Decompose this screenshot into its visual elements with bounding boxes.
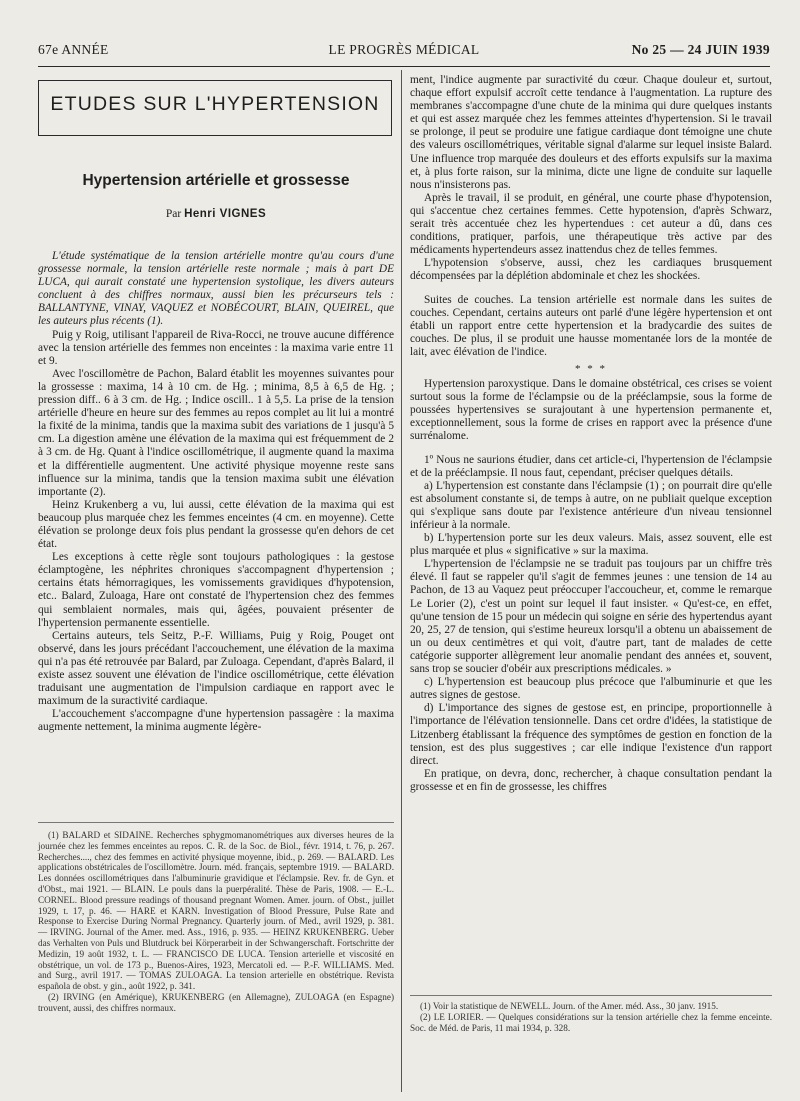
paragraph: d) L'importance des signes de gestose est, en principe, proportionnelle à l'importance de l'élévation tensionnelle. Dans cet ordre d'idées, la statistique de Litzenberg établissant la fréquence des symptômes de gestion en fonction de la tension, est des plus suggestives ; car elle indique l'existence d'un rapport direct.	[410, 702, 772, 767]
section-separator: * * *	[575, 362, 607, 375]
issue-date: No 25 — 24 JUIN 1939	[631, 42, 770, 57]
article-byline	[38, 208, 394, 221]
paragraph: Puig y Roig, utilisant l'appareil de Riva-Rocci, ne trouve aucune différence avec la tension artérielle des femmes non enceintes : la maxima varie entre 11 et 9.	[38, 328, 394, 367]
right-footnotes	[410, 1001, 772, 1033]
header-rule	[38, 66, 770, 67]
article-title: Hypertension artérielle et grossesse	[82, 172, 350, 189]
paragraph: ment, l'indice augmente par suractivité du cœur. Chaque douleur et, surtout, chaque effort expulsif accroît cette tendance à l'augmentation. La rupture des membranes s'accompagne d'une chute de la minima qui dure quelques instants et qui est assez marquée chez les femmes atteintes d'hypertension. Si le travail se prolonge, il peut se produire une fatigue cardiaque dont témoigne une chute des valeurs oscillométriques, véritable signal d'alarme sur lequel insiste Balard. Une influence trop marquée des douleurs et des efforts expulsifs sur la maxima et, à plus forte raison, sur la minima, dicte une ligne de conduite sur laquelle nous n'insisterons pas.	[410, 74, 772, 191]
left-body	[38, 250, 394, 734]
left-footnotes	[38, 830, 394, 1014]
journal-name: LE PROGRÈS MÉDICAL	[328, 42, 480, 57]
footnote: (2) LE LORIER. — Quelques considérations sur la tension artérielle chez la femme enceinte. Soc. de Méd. de Paris, 11 mai 1934, p. 328.	[410, 1011, 772, 1033]
left-column	[38, 70, 394, 1092]
series-title: ETUDES SUR L'HYPERTENSION	[50, 93, 380, 115]
footnote-rule	[38, 822, 394, 823]
running-header	[38, 42, 770, 62]
paragraph: Avec l'oscillomètre de Pachon, Balard établit les moyennes suivantes pour la grossesse : maxima, 14 à 10 cm. de Hg. ; minima, 8,5 à 6,5 de Hg. ; pression diff.. 6 à 3 cm. de Hg. ; Indice oscill.. 1 à 5,5. La prise de la tension artérielle d'heure en heure sur des femmes au repos complet au lit lui a montré la fixité de la minima, tandis que la maxima subit des variations de 1 jusqu'à 5 cm. La digestion amène une élévation de la maxima qui est fréquemment de 2 à 3 cm. de Hg. Quant à l'indice oscillométrique, il augmente quand la maxima et la différentielle augmentent. Une activité physique moyenne reste sans influence sur la minima, tandis que la tension maxima subit une élévation importante (2).	[38, 367, 394, 498]
paragraph: L'accouchement s'accompagne d'une hypertension passagère : la maxima augmente nettement, la minima augmente légère-	[38, 708, 394, 734]
author-prefix: Par	[165, 208, 182, 220]
paragraph: L'étude systématique de la tension artérielle montre qu'au cours d'une grossesse normale, la tension artérielle reste normale ; mais à part DE LUCA, qui aurait constaté une hypertension systolique, les divers auteurs concluent à des chiffres normaux, aussi bien les précurseurs tels : BALLANTYNE, VINAY, VAQUEZ et NOBÉCOURT, BLAIN, QUEIREL, que les auteurs plus récents (1).	[38, 250, 394, 328]
paragraph: Hypertension paroxystique. Dans le domaine obstétrical, ces crises se voient surtout sous la forme de l'éclampsie ou de la prééclampsie, sous la forme de poussées hypertensives se surajoutant à une hypertension permanente et, exceptionnellement, sous la forme de crises en rapport avec la présence d'une surrénalome.	[410, 378, 772, 443]
right-column	[410, 70, 772, 1092]
paragraph: Certains auteurs, tels Seitz, P.-F. Williams, Puig y Roig, Pouget ont observé, dans les jours précédant l'accouchement, une élévation de la maxima qui n'a pas été retrouvée par Balard, par Zuloaga. Cependant, d'après Balard, il existe assez souvent une élévation de l'indice oscillométrique, cette élévation traduisant une augmentation de l'impulsion cardiaque en rapport avec le maximum de la suractivité cardiaque.	[38, 629, 394, 708]
paragraph: Les exceptions à cette règle sont toujours pathologiques : la gestose éclamptogène, les néphrites chroniques s'accompagnent d'hypertension ; certains états hémorragiques, les vomissements gravidiques d'hypotension, etc.. Balard, Zuloaga, Hare ont constaté de l'hypertension chez des femmes qui semblaient normales, mais qui, âgées, pouvaient présenter de l'hypertension permanente essentielle.	[38, 551, 394, 629]
paragraph: b) L'hypertension porte sur les deux valeurs. Mais, assez souvent, elle est plus marquée et plus « significative » sur la maxima.	[410, 532, 772, 558]
footnote-rule	[410, 995, 772, 996]
right-body	[410, 74, 772, 794]
paragraph: Après le travail, il se produit, en général, une courte phase d'hypotension, qui s'accentue chez certaines femmes. Cette hypotension, d'après Schwarz, serait très accentuée chez les hypertendues : cet auteur a dû, dans ces conditions, pratiquer, parfois, une thérapeutique très active par des médicaments hypertendeurs assez inattendus chez de telles femmes.	[410, 191, 772, 257]
author-name: Henri VIGNES	[184, 208, 267, 220]
paragraph: c) L'hypertension est beaucoup plus précoce que l'albuminurie et que les autres signes de gestose.	[410, 676, 772, 702]
volume-year: 67e ANNÉE	[38, 42, 109, 57]
paragraph: L'hypotension s'observe, aussi, chez les cardiaques brusquement décompensées par la déplétion abdominale et chez les shockées.	[410, 257, 772, 283]
paragraph: L'hypertension de l'éclampsie ne se traduit pas toujours par un chiffre très élevé. Il faut se rappeler qu'il s'agit de femmes jeunes : une tension de 14 au Pachon, de 13 au Vaquez peut préoccuper l'accoucheur, et, comme le remarque Le Lorier (2), c'est un point sur lequel il faut insister. « Qu'est-ce, en effet, qu'une tension de 15 pour un médecin qui soigne en série des hypertendus ayant 20, 25, 27 de tension, qui s'estime heureux lorsqu'il a obtenu un abaissement de un ou deux centimètres et qui voit, d'autre part, tant de malades de cette catégorie supporter allègrement leur anomalie pendant des années et, souvent, sans trop se soucier d'obéir aux prescriptions médicales. »	[410, 558, 772, 676]
footnote: (2) IRVING (en Amérique), KRUKENBERG (en Allemagne), ZULOAGA (en Espagne) trouvent, aussi, des chiffres normaux.	[38, 991, 394, 1013]
paragraph: Suites de couches. La tension artérielle est normale dans les suites de couches. Cependant, certains auteurs ont parlé d'une légère hypertension et ont établi un rapport entre cette hypertension et la bradycardie des suites de couches. De plus, il se produit une hausse momentanée lors de la montée de lait, avec élévation de l'indice.	[410, 293, 772, 358]
column-divider	[401, 70, 402, 1092]
paragraph: En pratique, on devra, donc, rechercher, à chaque consultation pendant la grossesse et en fin de grossesse, les chiffres	[410, 767, 772, 793]
paragraph: Heinz Krukenberg a vu, lui aussi, cette élévation de la maxima qui est beaucoup plus marquée chez les femmes enceintes (4 cm. en moyenne). Cette élévation se prolonge deux fois plus pendant la grossesse qu'en dehors de cet état.	[38, 498, 394, 551]
paragraph: a) L'hypertension est constante dans l'éclampsie (1) ; on pourrait dire qu'elle est absolument constante si, de temps à autre, on ne publiait quelque exception qui s'explique sans doute par l'existence antérieure d'un niveau tensionnel inférieur à la normale.	[410, 479, 772, 531]
footnote: (1) BALARD et SIDAINE. Recherches sphygmomanométriques aux diverses heures de la journée chez les femmes enceintes au repos. C. R. de la Soc. de Biol., févr. 1914, t. 76, p. 267. Recherches...., chez des femmes en activité physique moyenne, ibid., p. 269. — BALARD. Les applications obstétricales de l'oscillomètre. Journ. méd. français, septembre 1919. — BALARD. Les données oscillométriques dans l'albuminurie gravidique et l'éclampsie. Rev. fr. de Gyn. et d'Obst., mai 1921. — BLAIN. Le pouls dans la puerpéralité. Thèse de Paris, 1908. — E.-L. CORNEL. Blood pressure readings of thousand pregnant Women. Amer. journ. of Obst., juillet 1929, t. 17, p. 46. — HARE et KARN. Investigation of Blood Pressure, Pulse Rate and Response to Exercise During Normal Pregnancy. Quarterly journ. of Med., avril 1929, p. 381. — IRVING. Journal of the Amer. med. Ass., 1916, p. 935. — HEINZ KRUKENBERG. Ueber das Verhalten von Puls und Blutdruck bei Körperarbeit in der Schwangerschaft. Fortschritte der Medizin, 19 août 1932, t. L. — FRANCISCO DE LUCA. Tension arterielle et viscosité en obstétrique, un vol. de 173 p., Buenos-Aires, 1923, Mercatoli ed. — P.-F. WILLIAMS. Med. and Surg., avril 1917. — TOMAS ZULOAGA. La tension arterielle en obstétrique. Revista española de obst. y gin., août 1922, p. 341.	[38, 830, 394, 992]
paragraph: 1º Nous ne saurions étudier, dans cet article-ci, l'hypertension de l'éclampsie et de la prééclampsie. Il nous faut, cependant, préciser quelques détails.	[410, 453, 772, 479]
series-title-box	[38, 80, 392, 136]
footnote: (1) Voir la statistique de NEWELL. Journ. of the Amer. méd. Ass., 30 janv. 1915.	[420, 1001, 719, 1011]
